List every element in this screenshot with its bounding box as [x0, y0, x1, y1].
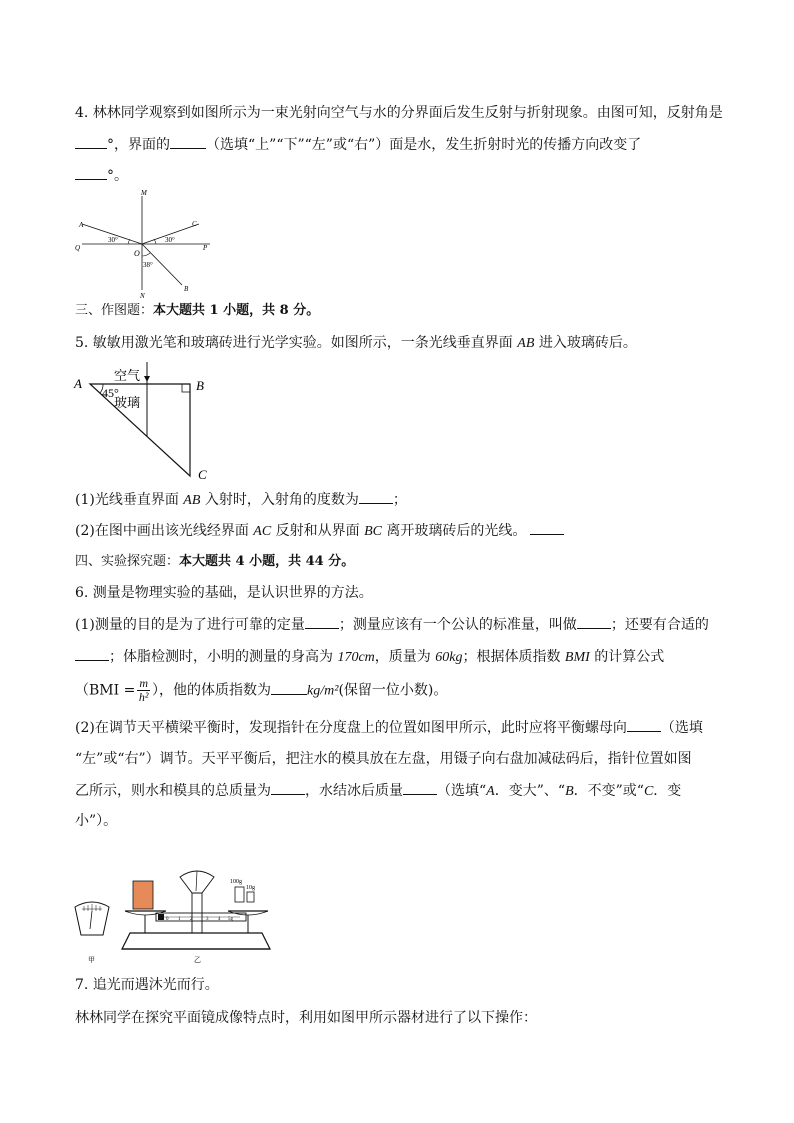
- scale-tick: 2: [190, 917, 193, 922]
- q6-part2-line2: “左”或“右”）调节。天平平衡后，把注水的模具放在左盘，用镊子向右盘加减砝码后，指针位置如图: [75, 751, 692, 767]
- q4-line1: 4. 林林同学观察到如图所示为一束光射向空气与水的分界面后发生反射与折射现象。由图可知，反射角是: [75, 105, 723, 121]
- answer-blank[interactable]: [75, 165, 107, 180]
- reflection-refraction-figure: [72, 190, 232, 300]
- q7-line2: 林林同学在探究平面镜成像特点时，利用如图甲所示器材进行了以下操作：: [75, 1010, 537, 1026]
- label-Q: Q: [75, 244, 81, 252]
- angle-label: 38°: [143, 261, 153, 269]
- label-N: N: [140, 292, 145, 300]
- label-jia: 甲: [88, 956, 95, 964]
- section-heading: 三、作图题：本大题共 1 小题，共 8 分。: [75, 303, 320, 318]
- answer-blank[interactable]: [170, 134, 206, 149]
- label-C: C: [198, 467, 207, 482]
- angle-label: 30°: [165, 236, 175, 244]
- balance-instrument: [122, 871, 270, 949]
- q6-part1-line1: (1)测量的目的是为了进行可靠的定量 ；测量应该有一个公认的标准量，叫做 ；还要有合适的: [75, 614, 709, 635]
- answer-blank[interactable]: [359, 489, 393, 504]
- answer-blank[interactable]: [403, 780, 437, 795]
- q5-stem: 5. 敏敏用激光笔和玻璃砖进行光学实验。如图所示，一条光线垂直界面 AB 进入玻璃砖后。: [75, 335, 637, 351]
- q6-part2-line4: 小”）。: [75, 813, 118, 829]
- q6-part2-line1: (2)在调节天平横梁平衡时，发现指针在分度盘上的位置如图甲所示，此时应将平衡螺母向 （选填: [75, 717, 703, 738]
- label-A: A: [79, 221, 84, 229]
- answer-blank[interactable]: [271, 780, 305, 795]
- glass-prism-figure: [72, 362, 222, 482]
- label-C: C: [192, 220, 197, 228]
- q6-part1-line3: （BMI = $\frac{m}{\text{h²}}$ ），他的体质指数为 kg/m²(保留一位小数)。: [75, 676, 448, 704]
- scale-tick: 0: [166, 917, 169, 922]
- weight-100g-label: 100g: [230, 879, 242, 885]
- label-P: P: [203, 244, 208, 252]
- answer-blank[interactable]: [305, 614, 339, 629]
- answer-blank[interactable]: [271, 680, 307, 695]
- balance-figure: [70, 863, 290, 963]
- glass-label: 玻璃: [114, 395, 141, 410]
- air-label: 空气: [114, 368, 141, 383]
- scale-tick: 5g: [228, 917, 233, 922]
- q4-line2: °，界面的 （选填“上”“下”“左”或“右”）面是水，发生折射时光的传播方向改变了: [75, 134, 641, 155]
- scale-dial-figure: [75, 902, 109, 935]
- bmi-fraction: $\frac{m}{\text{h²}}$: [138, 676, 149, 704]
- answer-blank[interactable]: [530, 520, 564, 535]
- scale-tick: 4: [218, 917, 221, 922]
- answer-blank[interactable]: [627, 717, 661, 732]
- angle-label: 30°: [108, 236, 118, 244]
- q6-part2-line3: 乙所示，则水和模具的总质量为 ，水结冰后质量 （选填“A．变大”、“B．不变”或“C．变: [75, 780, 681, 802]
- q5-part2: (2)在图中画出该光线经界面 AC 反射和从界面 BC 离开玻璃砖后的光线。: [75, 520, 564, 542]
- q5-part1: (1)光线垂直界面 AB 入射时，入射角的度数为 ；: [75, 489, 407, 511]
- label-B: B: [196, 378, 204, 393]
- answer-blank[interactable]: [75, 134, 107, 149]
- label-A: A: [74, 376, 82, 391]
- answer-blank[interactable]: [75, 646, 109, 661]
- q6-stem: 6. 测量是物理实验的基础，是认识世界的方法。: [75, 585, 373, 601]
- section-heading: 四、实验探究题：本大题共 4 小题，共 44 分。: [75, 554, 355, 569]
- label-B: B: [184, 285, 189, 293]
- scale-tick: 3: [206, 917, 209, 922]
- q4-line3: °。: [75, 165, 128, 186]
- label-M: M: [141, 189, 147, 197]
- label-O: O: [134, 249, 140, 258]
- scale-tick: 1: [178, 917, 181, 922]
- label-yi: 乙: [194, 956, 201, 964]
- q6-part1-line2: ；体脂检测时，小明的测量的身高为 170cm，质量为 60kg；根据体质指数 BMI 的计算公式: [75, 646, 664, 668]
- answer-blank[interactable]: [577, 614, 611, 629]
- weight-10g-label: 10g: [246, 885, 255, 891]
- q7-stem: 7. 追光而遇沐光而行。: [75, 977, 219, 993]
- angle-label: 45°: [102, 386, 119, 400]
